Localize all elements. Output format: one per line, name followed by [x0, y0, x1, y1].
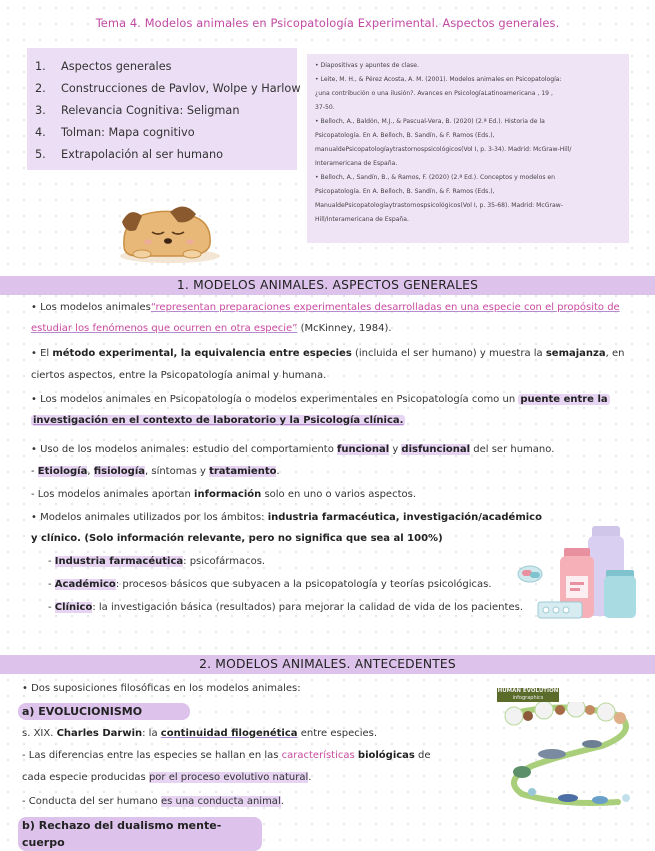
subheading-evolucionismo: a) EVOLUCIONISMO	[18, 703, 190, 720]
paragraph-line: - Etiología, fisiología, síntomas y tratamiento.	[31, 466, 280, 477]
paragraph-line: - Académico: procesos básicos que subyacen a la psicopatología y teorías psicológicas.	[48, 579, 492, 590]
reference-line: ManualdePsicopatologíaytrastornospsicológicos(Vol I, p. 35-68). Madrid: McGraw-	[315, 202, 563, 209]
paragraph-line: • Modelos animales utilizados por los ámbitos: industria farmacéutica, investigación/académico	[31, 512, 542, 523]
paragraph-line: • Uso de los modelos animales: estudio del comportamiento funcional y disfuncional del ser humano.	[31, 444, 555, 455]
toc-item: 2. Construcciones de Pavlov, Wolpe y Harlow	[35, 82, 301, 95]
paragraph-line: - Clínico: la investigación básica (resultados) para mejorar la calidad de vida de los pacientes.	[48, 602, 523, 613]
paragraph-line: - Conducta del ser humano es una conducta animal.	[22, 796, 284, 807]
reference-line: • Belloch, A., Sandín, B., & Ramos, F. (2020) (2.ª Ed.). Conceptos y modelos en	[315, 174, 556, 181]
reference-line: manualdePsicopatologíaytrastornospsicológicos(Vol I, p. 3-34). Madrid: McGraw-Hill/	[315, 146, 572, 153]
paragraph-line: cada especie producidas por el proceso evolutivo natural.	[22, 772, 312, 783]
page-title: Tema 4. Modelos animales en Psicopatología Experimental. Aspectos generales.	[95, 16, 560, 30]
paragraph-line: - Los modelos animales aportan información solo en uno o varios aspectos.	[31, 489, 416, 500]
reference-line: • Leite, M. H., & Pérez Acosta, A. M. (2001). Modelos animales en Psicopatología:	[315, 76, 562, 83]
subheading-dualismo: b) Rechazo del dualismo mente-cuerpo	[18, 817, 262, 851]
paragraph-line: ciertos aspectos, entre la Psicopatología animal y humana.	[31, 370, 327, 381]
table-of-contents	[27, 48, 301, 170]
paragraph-line: - Las diferencias entre las especies se hallan en las características biológicas de	[22, 750, 431, 761]
paragraph-line: • Los modelos animales“representan preparaciones experimentales desarrolladas en una especie con el propósito de	[31, 302, 620, 313]
references-box	[307, 54, 629, 243]
paragraph-line: y clínico. (Solo información relevante, pero no significa que sea al 100%)	[31, 533, 443, 544]
paragraph-line: s. XIX. Charles Darwin: la continuidad filogenética entre especies.	[22, 728, 378, 739]
reference-line: • Belloch, A., Baldón, M.J., & Pascual-Vera, B. (2020) (2.ª Ed.). Historia de la	[315, 118, 545, 125]
reference-line: Interamericana de España.	[315, 160, 398, 167]
reference-line: ¿una contribución o una ilusión?. Avances en PsicologíaLatinoamericana , 19 ,	[315, 90, 553, 97]
paragraph-line: - Industria farmacéutica: psicofármacos.	[48, 556, 266, 567]
paragraph-line: estudiar los fenómenos que ocurren en otra especie” (McKinney, 1984).	[31, 323, 392, 334]
medicine-bottles-illustration	[510, 518, 640, 626]
section-heading-2: 2. MODELOS ANIMALES. ANTECEDENTES	[0, 655, 655, 674]
toc-item: 3. Relevancia Cognitiva: Seligman	[35, 104, 240, 117]
reference-line: • Diapositivas y apuntes de clase.	[315, 62, 419, 69]
reference-line: Psicopatología. En A. Belloch, B. Sandín, & F. Ramos (Eds.),	[315, 188, 495, 195]
toc-item: 4. Tolman: Mapa cognitivo	[35, 126, 195, 139]
toc-item: 1. Aspectos generales	[35, 60, 172, 73]
section-heading-1: 1. MODELOS ANIMALES. ASPECTOS GENERALES	[0, 276, 655, 295]
sleeping-dog-illustration	[112, 186, 224, 268]
reference-line: 37-50.	[315, 104, 335, 111]
toc-item: 5. Extrapolación al ser humano	[35, 148, 224, 161]
paragraph-line: • Dos suposiciones filosóficas en los modelos animales:	[22, 683, 301, 694]
reference-line: Psicopatología. En A. Belloch, B. Sandín, & F. Ramos (Eds.),	[315, 132, 495, 139]
reference-line: Hill/Interamericana de España.	[315, 216, 409, 223]
paragraph-line: • Los modelos animales en Psicopatología o modelos experimentales en Psicopatología como un puente entre la	[31, 394, 608, 405]
paragraph-line: • El método experimental, la equivalencia entre especies (incluida el ser humano) y muestra la semajanza, en	[31, 348, 625, 359]
infographic-title: HUMAN EVOLUTION infographics	[497, 688, 559, 701]
human-evolution-infographic	[492, 702, 642, 822]
paragraph-line: investigación en el contexto de laboratorio y la Psicología clínica.	[33, 415, 404, 426]
